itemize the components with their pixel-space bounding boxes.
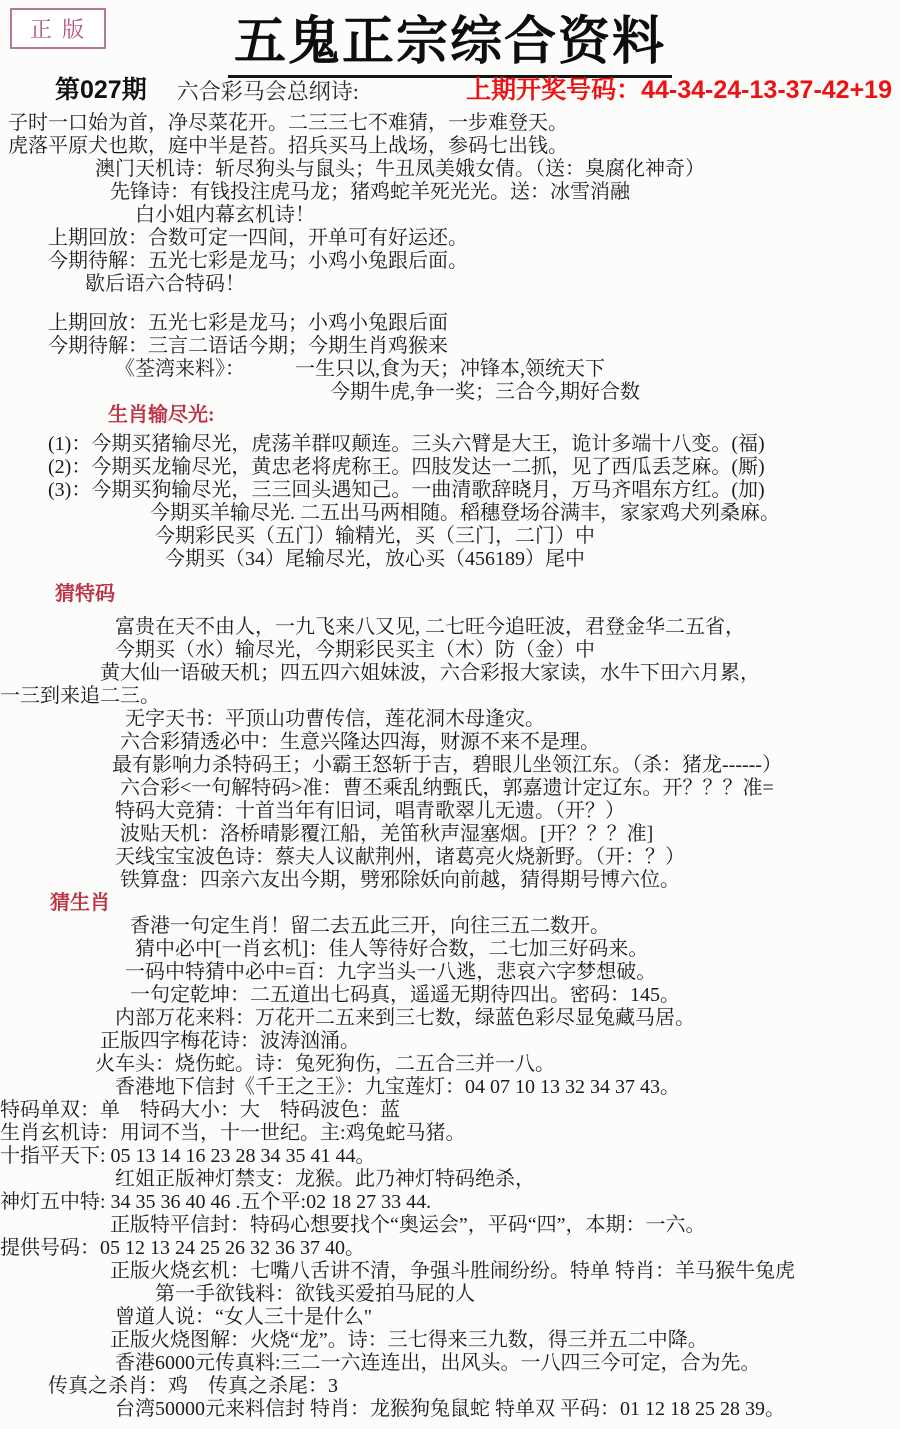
text-line: 香港地下信封《千王之王》：九宝莲灯：04 07 10 13 32 34 37 43。 [115, 1075, 680, 1098]
text-line: 今期待解：五光七彩是龙马；小鸡小兔跟后面。 [48, 249, 468, 272]
text-line: 传真之杀肖：鸡 传真之杀尾：3 [48, 1374, 338, 1397]
text-line: 十指平天下: 05 13 14 16 23 28 34 35 41 44。 [0, 1144, 376, 1167]
text-line: 正版特平信封：特码心想要找个“奥运会”，平码“四”，本期：一六。 [110, 1213, 706, 1236]
section-heading: 六合彩马会总纲诗: [176, 78, 359, 104]
text-line: 子时一口始为首，净尽菜花开。二三三七不难猜，一步难登天。 [8, 111, 568, 134]
text-line: 台湾50000元来料信封 特肖：龙猴狗兔鼠蛇 特单双 平码：01 12 18 25 28 39。 [115, 1397, 785, 1420]
text-line: 提供号码：05 12 13 24 25 26 32 36 37 40。 [0, 1236, 365, 1259]
text-line: 特码大竞猜：十首当年有旧词，唱青歌翠儿无遗。（开？） [115, 799, 625, 822]
text-line: 虎落平原犬也欺，庭中半是苔。招兵买马上战场，参码七出钱。 [8, 134, 568, 157]
text-line: 猜生肖 [50, 891, 110, 914]
text-line: (1)：今期买猪输尽光，虎荡羊群叹颠连。三头六臂是大王，诡计多端十八变。(福) [48, 432, 765, 455]
text-line: 今期买羊输尽光. 二五出马两相随。稻穗登场谷满丰，家家鸡犬列桑麻。 [150, 501, 780, 524]
issue-number: 第027期 [55, 75, 147, 104]
text-line: 今期彩民买（五门）输精光，买（三门，二门）中 [155, 524, 595, 547]
text-line: 上期回放：五光七彩是龙马；小鸡小兔跟后面 [48, 311, 448, 334]
text-line: 今期牛虎,争一奖；三合今,期好合数 [330, 380, 640, 403]
text-line: 澳门天机诗：斩尽狗头与鼠头；牛丑凤美娥女倩。（送：臭腐化神奇） [95, 157, 705, 180]
text-line: 上期回放：合数可定一四间，开单可有好运还。 [48, 226, 468, 249]
document-body [0, 112, 900, 1421]
text-line: 一句定乾坤：二五道出七码真，遥遥无期待四出。密码：145。 [130, 983, 680, 1006]
text-line: 第一手欲钱料：欲钱买爱拍马屁的人 [155, 1282, 475, 1305]
text-line: 正版火烧玄机：七嘴八舌讲不清，争强斗胜闹纷纷。特单 特肖：羊马猴牛兔虎 [110, 1259, 795, 1282]
text-line: 今期买（34）尾输尽光，放心买（456189）尾中 [165, 547, 585, 570]
text-line: 歇后语六合特码！ [85, 272, 245, 295]
text-line: (3)：今期买狗输尽光，三三回头遇知己。一曲清歌辞晓月，万马齐唱东方红。(加) [48, 478, 765, 501]
text-line: 火车头：烧伤蛇。诗：兔死狗伤，二五合三并一八。 [95, 1052, 555, 1075]
text-line: 最有影响力杀特码王；小霸王怒斩于吉，碧眼儿坐领江东。（杀：猪龙------） [112, 753, 782, 776]
text-line: 黄大仙一语破天机；四五四六姐妹波，六合彩报大家读，水牛下田六月累， [100, 661, 760, 684]
text-line: 今期买（水）输尽光，今期彩民买主（木）防（金）中 [115, 638, 595, 661]
text-line: 生肖输尽光: [108, 403, 215, 426]
text-line: 内部万花来料：万花开二五来到三七数，绿蓝色彩尽显兔藏马居。 [115, 1006, 695, 1029]
text-line: (2)：今期买龙输尽光，黄忠老将虎称王。四肢发达一二抓，见了西瓜丢芝麻。(厮) [48, 455, 765, 478]
text-line: 先锋诗：有钱投注虎马龙；猪鸡蛇羊死光光。送：冰雪消融 [110, 180, 630, 203]
text-line: 生肖玄机诗：用词不当，十一世纪。主:鸡兔蛇马猪。 [0, 1121, 466, 1144]
text-line: 今期待解：三言二语话今期；今期生肖鸡猴来 [48, 334, 448, 357]
text-line: 特码单双：单 特码大小：大 特码波色：蓝 [0, 1098, 400, 1121]
text-line: 铁算盘：四亲六友出今期，劈邪除妖向前越，猜得期号博六位。 [120, 868, 680, 891]
text-line: 《荃湾来料》： 一生只以,食为天；冲锋本,领统天下 [115, 357, 605, 380]
title-wrap [0, 0, 900, 78]
text-line: 红姐正版神灯禁支：龙猴。此乃神灯特码绝杀， [115, 1167, 535, 1190]
text-line: 富贵在天不由人，一九飞来八又见, 二七旺今追旺波，君登金华二五省， [115, 615, 745, 638]
text-line: 六合彩猜透必中：生意兴隆达四海，财源不来不是理。 [120, 730, 600, 753]
authentic-badge: 正版 [10, 8, 106, 49]
page-title: 五鬼正宗综合资料 [228, 16, 672, 78]
text-line: 一三到来追二三。 [0, 684, 160, 707]
text-line: 无字天书：平顶山功曹传信，莲花洞木母逢灾。 [125, 707, 545, 730]
text-line: 猜特码 [55, 582, 115, 605]
text-line: 正版火烧图解：火烧“龙”。诗：三七得来三九数，得三并五二中降。 [110, 1328, 708, 1351]
text-line: 神灯五中特: 34 35 36 40 46 .五个平:02 18 27 33 44. [0, 1190, 432, 1213]
text-line: 香港6000元传真料:三二一六连连出，出风头。一八四三今可定，合为先。 [115, 1351, 761, 1374]
text-line: 六合彩<一句解特码>准：曹丕乘乱纳甄氏，郭嘉遗计定辽东。开？？？准= [120, 776, 774, 799]
text-line: 白小姐内幕玄机诗！ [135, 203, 315, 226]
text-line: 一码中特猜中必中=百：九字当头一八逃，悲哀六字梦想破。 [125, 960, 657, 983]
text-line: 香港一句定生肖！留二去五此三开，向往三五二数开。 [130, 914, 610, 937]
text-line: 曾道人说：“女人三十是什么" [115, 1305, 373, 1328]
text-line: 正版四字梅花诗：波涛汹涌。 [100, 1029, 360, 1052]
last-draw-numbers: 上期开奖号码：44-34-24-13-37-42+19 [466, 75, 892, 104]
text-line: 天线宝宝波色诗：蔡夫人议献荆州，诸葛亮火烧新野。（开：？） [115, 845, 685, 868]
text-line: 猜中必中[一肖玄机]：佳人等待好合数，二七加三好码来。 [135, 937, 649, 960]
text-line: 波贴天机：洛桥晴影覆江船，羌笛秋声湿塞烟。[开？？？准] [120, 822, 654, 845]
